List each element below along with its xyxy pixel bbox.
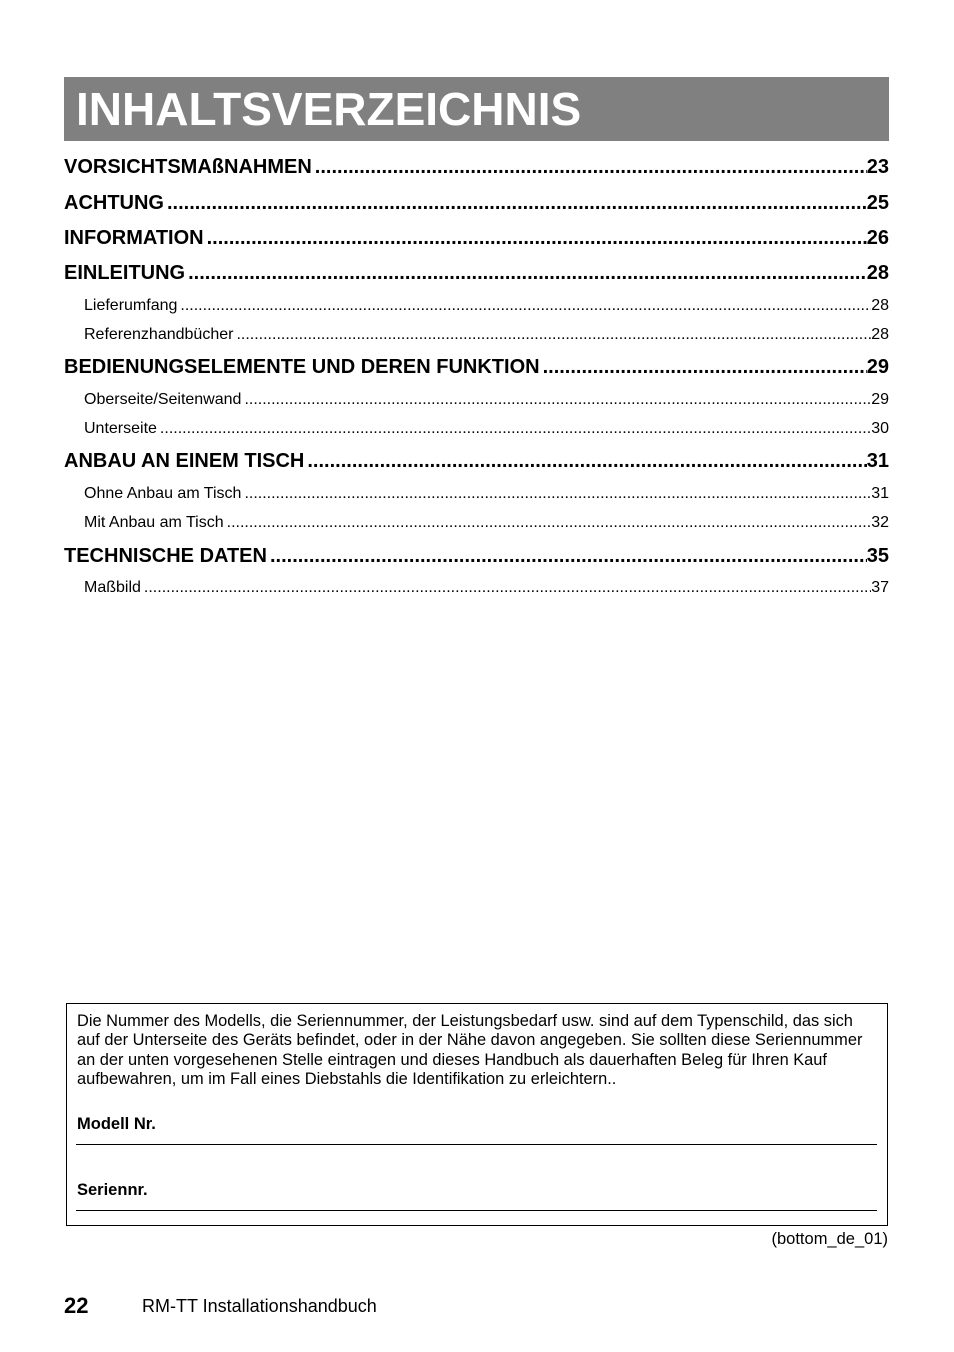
toc-leader-dots <box>164 188 867 218</box>
toc-subentry-label: Unterseite <box>84 420 157 437</box>
toc-entry-page: 26 <box>866 227 889 249</box>
toc-leader-dots <box>177 294 871 318</box>
toc-subentry-label: Mit Anbau am Tisch <box>84 514 224 531</box>
toc-entry-label: INFORMATION <box>64 227 204 249</box>
toc-leader-dots <box>540 352 867 382</box>
toc-entry[interactable] <box>64 152 889 182</box>
toc-entry[interactable] <box>64 446 889 476</box>
toc-leader-dots <box>157 417 871 441</box>
toc-entry-label: ANBAU AN EINEM TISCH <box>64 450 305 472</box>
footer-document-title: RM-TT Installationshandbuch <box>142 1296 377 1316</box>
toc-subentry-page: 31 <box>871 485 889 502</box>
toc-subentry-page: 37 <box>871 579 889 596</box>
toc-subentry-label: Oberseite/Seitenwand <box>84 391 242 408</box>
toc-leader-dots <box>204 223 867 253</box>
toc-entry[interactable] <box>64 223 889 253</box>
toc-entry[interactable] <box>64 188 889 218</box>
nameplate-info-box <box>66 1003 888 1226</box>
toc-subentry-page: 28 <box>871 326 889 343</box>
toc-entry-label: BEDIENUNGSELEMENTE UND DEREN FUNKTION <box>64 356 540 378</box>
toc-subentry-page: 28 <box>871 297 889 314</box>
nameplate-info-text: Die Nummer des Modells, die Seriennummer, der Leistungsbedarf usw. sind auf dem Typenschild, das sich auf der Unterseite des Geräts befindet, oder in der Nähe davon angegeben. Sie sollten diese Seriennummer an der unten vorgesehenen Stelle eintragen und dieses Handbuch als dauerhaften Beleg für Ihren Kauf aufbewahren, um im Fall eines Diebstahls die Identifikation zu erleichtern.. <box>77 1012 863 1088</box>
page-title: INHALTSVERZEICHNIS <box>76 83 582 135</box>
toc-subentry[interactable] <box>84 482 889 506</box>
toc-entry-label: TECHNISCHE DATEN <box>64 545 267 567</box>
toc-leader-dots <box>224 511 872 535</box>
toc-leader-dots <box>241 482 871 506</box>
model-number-label: Modell Nr. <box>77 1115 156 1133</box>
toc-leader-dots <box>233 323 871 347</box>
toc-entry-page: 31 <box>866 450 889 472</box>
toc-subentry-label: Maßbild <box>84 579 141 596</box>
toc-entry-label: VORSICHTSMAßNAHMEN <box>64 156 312 178</box>
toc-entry[interactable] <box>64 541 889 571</box>
toc-entry[interactable] <box>64 258 889 288</box>
footer-page-number: 22 <box>64 1293 89 1318</box>
toc-subentry[interactable] <box>84 294 889 318</box>
serial-number-field[interactable] <box>76 1210 877 1211</box>
toc-leader-dots <box>267 541 867 571</box>
toc-entry-label: ACHTUNG <box>64 192 164 214</box>
toc-subentry[interactable] <box>84 388 889 412</box>
toc-entry-label: EINLEITUNG <box>64 262 186 284</box>
toc-entry[interactable] <box>64 352 889 382</box>
toc-subentry[interactable] <box>84 417 889 441</box>
toc-entry-page: 28 <box>866 262 889 284</box>
toc-subentry-page: 29 <box>871 391 889 408</box>
toc-subentry-page: 32 <box>871 514 889 531</box>
title-bar <box>64 77 889 141</box>
toc-entry-page: 23 <box>866 156 889 178</box>
toc-subentry-label: Lieferumfang <box>84 297 178 314</box>
toc-leader-dots <box>241 388 871 412</box>
toc-leader-dots <box>312 152 867 182</box>
toc-subentry-page: 30 <box>871 420 889 437</box>
toc-subentry[interactable] <box>84 511 889 535</box>
toc-leader-dots <box>304 446 866 476</box>
toc-leader-dots <box>141 576 871 600</box>
model-number-field[interactable] <box>76 1144 877 1145</box>
toc-entry-page: 25 <box>866 192 889 214</box>
toc-subentry[interactable] <box>84 576 889 600</box>
toc-leader-dots <box>185 258 867 288</box>
toc-entry-page: 29 <box>866 356 889 378</box>
document-reference-code: (bottom_de_01) <box>771 1230 888 1248</box>
toc-subentry-label: Referenzhandbücher <box>84 326 234 343</box>
toc-subentry-label: Ohne Anbau am Tisch <box>84 485 242 502</box>
toc-entry-page: 35 <box>866 545 889 567</box>
toc-subentry[interactable] <box>84 323 889 347</box>
serial-number-label: Seriennr. <box>77 1181 148 1199</box>
